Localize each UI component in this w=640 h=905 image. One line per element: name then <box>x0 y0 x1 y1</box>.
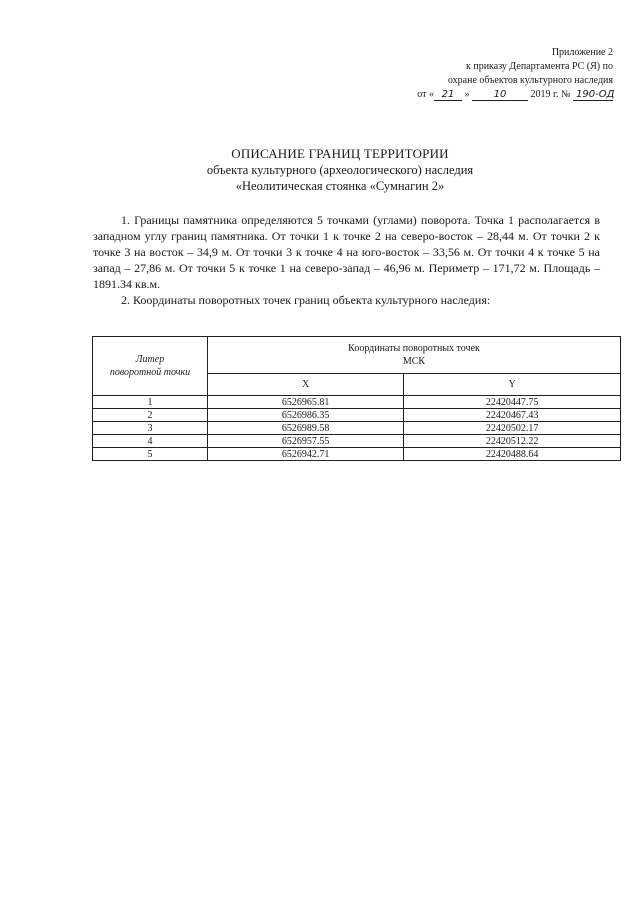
cell-x: 6526986.35 <box>208 409 404 422</box>
document-body <box>93 212 600 308</box>
column-header-point-label: Литер поворотной точки <box>109 354 191 378</box>
cell-y: 22420488.64 <box>404 448 621 461</box>
cell-point: 5 <box>93 448 208 461</box>
column-header-y: Y <box>404 373 621 395</box>
paragraph-boundaries: 1. Границы памятника определяются 5 точками (углами) поворота. Точка 1 располагается в западном углу границ памятника. От точки 1 к точке 2 на северо-восток – 28,44 м. От точки 2 к точке 3 на восток – 34,9 м. От точки 3 к точке 4 на юго-восток – 33,56 м. От точки 4 к точке 5 на запад – 27,86 м. От точки 5 к точке 1 на северо-запад – 46,96 м. Периметр – 171,72 м. Площадь – 1891.34 кв.м. <box>93 213 600 291</box>
date-mid: » <box>464 89 470 100</box>
cell-y: 22420502.17 <box>404 422 621 435</box>
table-row <box>93 435 621 448</box>
appendix-line-2: к приказу Департамента РС (Я) по <box>465 61 613 72</box>
paragraph-coordinates-intro: 2. Координаты поворотных точек границ объекта культурного наследия: <box>121 293 491 307</box>
table-row <box>93 409 621 422</box>
column-header-coordinates <box>208 337 621 374</box>
cell-point: 1 <box>93 396 208 409</box>
appendix-line-3: охране объектов культурного наследия <box>447 75 613 86</box>
column-header-coordinates-line-1: Координаты поворотных точек <box>348 342 480 354</box>
cell-point: 3 <box>93 422 208 435</box>
cell-x: 6526942.71 <box>208 448 404 461</box>
date-year: 2019 г. № <box>530 89 571 100</box>
cell-x: 6526957.55 <box>208 435 404 448</box>
cell-point: 4 <box>93 435 208 448</box>
appendix-note <box>353 46 613 102</box>
document-title: ОПИСАНИЕ ГРАНИЦ ТЕРРИТОРИИ <box>231 146 449 161</box>
table-header-row <box>93 337 621 374</box>
cell-x: 6526989.58 <box>208 422 404 435</box>
coordinates-table <box>92 336 621 461</box>
column-header-coordinates-line-2: МСК <box>402 355 426 367</box>
table-row <box>93 396 621 409</box>
document-subtitle-1: объекта культурного (археологического) наследия <box>206 163 474 177</box>
handwritten-month: 10 <box>493 89 507 100</box>
cell-point: 2 <box>93 409 208 422</box>
document-subtitle-2: «Неолитическая стоянка «Сумнагин 2» <box>235 179 445 193</box>
table-row <box>93 448 621 461</box>
cell-x: 6526965.81 <box>208 396 404 409</box>
column-header-point <box>93 337 208 396</box>
date-prefix: от « <box>417 89 434 100</box>
document-heading <box>90 146 590 194</box>
table-row <box>93 422 621 435</box>
cell-y: 22420512.22 <box>404 435 621 448</box>
appendix-date-line <box>353 88 613 102</box>
handwritten-order-number: 190-ОД <box>576 89 615 100</box>
cell-y: 22420447.75 <box>404 396 621 409</box>
column-header-x: X <box>208 373 404 395</box>
appendix-line-1: Приложение 2 <box>551 47 613 58</box>
cell-y: 22420467.43 <box>404 409 621 422</box>
handwritten-day: 21 <box>441 89 455 100</box>
